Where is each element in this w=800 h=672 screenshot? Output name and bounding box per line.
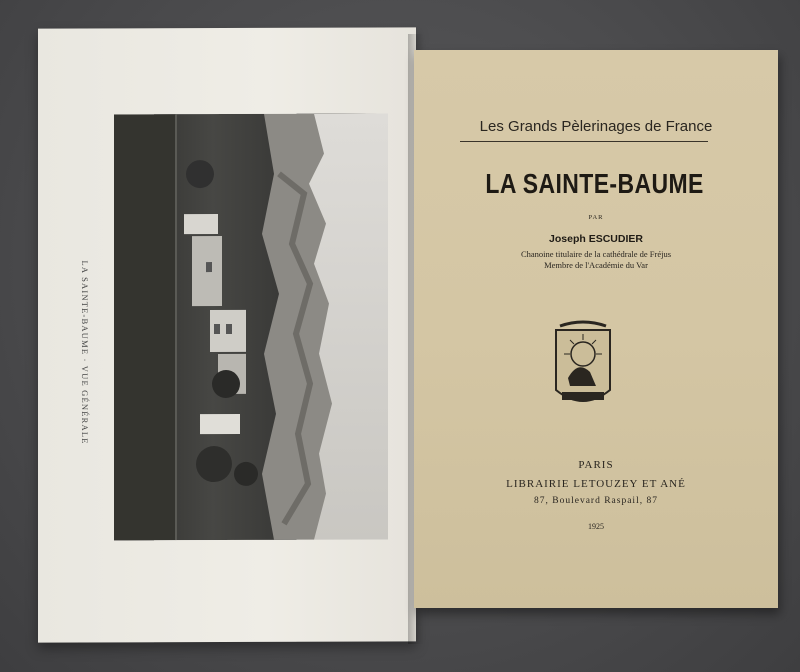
publisher-name: LIBRAIRIE LETOUZEY ET ANÉ [506,478,686,490]
by-line: PAR [588,214,604,221]
landscape-illustration [114,113,388,540]
frontispiece-photo [114,113,388,540]
publication-city: PARIS [578,459,614,471]
title-page [414,50,778,608]
author-role-1: Chanoine titulaire de la cathédrale de Fréjus [520,249,672,259]
publication-year: 1925 [588,522,604,531]
publisher-emblem [548,320,618,412]
series-rule [460,141,708,142]
left-page [38,27,416,642]
plate-caption [78,260,108,445]
plate-caption-text: LA SAINTE-BAUME · VUE GÉNÉRALE [80,260,90,445]
book-title: LA SAINTE-BAUME [485,168,704,199]
author-name: Joseph ESCUDIER [549,233,643,245]
series-title: Les Grands Pèlerinages de France [479,118,713,135]
publisher-address: 87, Boulevard Raspail, 87 [534,496,658,506]
author-role-2: Membre de l'Académie du Var [544,260,648,270]
